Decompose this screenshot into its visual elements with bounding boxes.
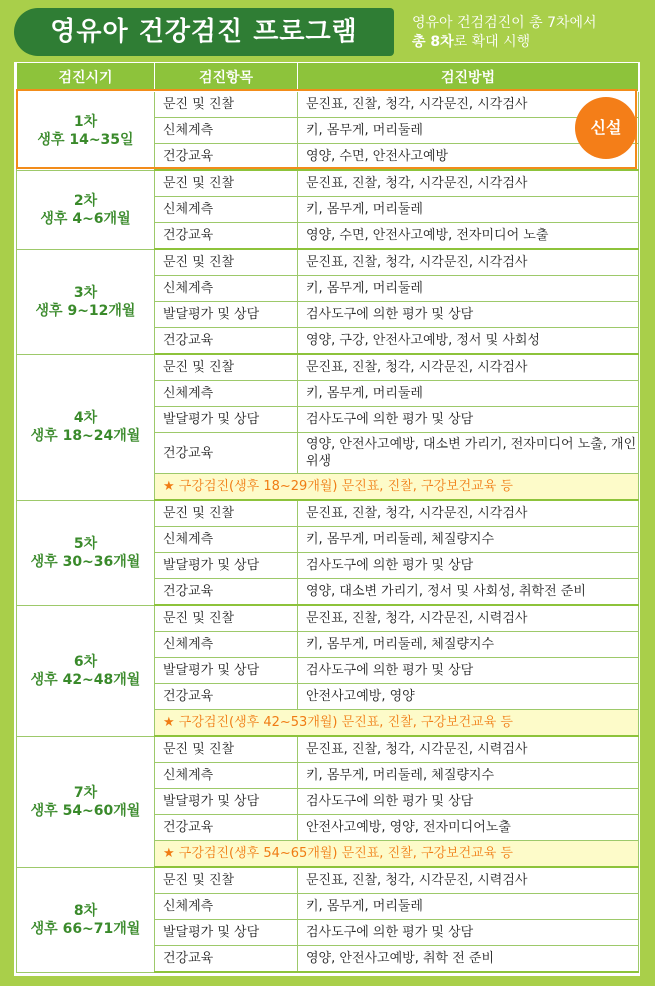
round-cell bbox=[17, 500, 155, 605]
round-label: 8차 bbox=[73, 902, 98, 919]
checkup-method-cell: 문진표, 진찰, 청각, 시각문진, 시력검사 bbox=[298, 867, 639, 894]
checkup-item-cell: 발달평가 및 상담 bbox=[155, 920, 298, 946]
checkup-item-cell: 신체계측 bbox=[155, 763, 298, 789]
checkup-method-cell: 키, 몸무게, 머리둘레 bbox=[298, 381, 639, 407]
round-label: 3차 bbox=[73, 284, 98, 301]
table-row bbox=[17, 736, 639, 763]
checkup-method-cell: 검사도구에 의한 평가 및 상담 bbox=[298, 789, 639, 815]
checkup-method-cell: 키, 몸무게, 머리둘레 bbox=[298, 894, 639, 920]
checkup-item-cell: 문진 및 진찰 bbox=[155, 92, 298, 118]
checkup-method-cell: 검사도구에 의한 평가 및 상담 bbox=[298, 658, 639, 684]
checkup-method-cell: 영양, 수면, 안전사고예방, 전자미디어 노출 bbox=[298, 223, 639, 250]
round-label: 4차 bbox=[73, 410, 98, 426]
checkup-method-cell: 안전사고예방, 영양 bbox=[298, 684, 639, 710]
checkup-method-cell: 문진표, 진찰, 청각, 시각문진, 시력검사 bbox=[298, 605, 639, 632]
checkup-method-cell: 문진표, 진찰, 청각, 시각문진, 시력검사 bbox=[298, 736, 639, 763]
checkup-method-cell: 영양, 수면, 안전사고예방 bbox=[298, 144, 639, 171]
subtitle-line1: 영유아 건검검진이 총 7차에서 bbox=[412, 15, 597, 31]
checkup-item-cell: 신체계측 bbox=[155, 197, 298, 223]
schedule-panel bbox=[14, 62, 640, 976]
table-body bbox=[17, 92, 639, 973]
checkup-method-cell: 검사도구에 의한 평가 및 상담 bbox=[298, 407, 639, 433]
round-cell bbox=[17, 249, 155, 354]
checkup-item-cell: 건강교육 bbox=[155, 223, 298, 250]
round-label: 7차 bbox=[73, 784, 98, 801]
subtitle-strong: 총 8차 bbox=[412, 34, 454, 50]
checkup-item-cell: 발달평가 및 상담 bbox=[155, 658, 298, 684]
checkup-method-cell: 문진표, 진찰, 청각, 시각문진, 시각검사 bbox=[298, 249, 639, 276]
round-label: 5차 bbox=[73, 535, 98, 552]
checkup-method-cell: 키, 몸무게, 머리둘레 bbox=[298, 118, 639, 144]
round-label: 2차 bbox=[73, 192, 98, 209]
checkup-item-cell: 문진 및 진찰 bbox=[155, 605, 298, 632]
checkup-method-cell: 키, 몸무게, 머리둘레 bbox=[298, 197, 639, 223]
checkup-item-cell: 문진 및 진찰 bbox=[155, 170, 298, 197]
checkup-method-cell: 키, 몸무게, 머리둘레, 체질량지수 bbox=[298, 763, 639, 789]
new-badge: 신설 bbox=[575, 97, 637, 159]
checkup-item-cell: 건강교육 bbox=[155, 946, 298, 973]
checkup-method-cell: 검사도구에 의한 평가 및 상담 bbox=[298, 553, 639, 579]
round-cell bbox=[17, 736, 155, 867]
round-cell bbox=[17, 867, 155, 972]
checkup-item-cell: 건강교육 bbox=[155, 684, 298, 710]
checkup-method-cell: 검사도구에 의한 평가 및 상담 bbox=[298, 302, 639, 328]
oral-exam-note: ★ 구강검진(생후 42~53개월) 문진표, 진찰, 구강보건교육 등 bbox=[155, 710, 639, 737]
header bbox=[0, 0, 655, 62]
round-cell bbox=[17, 354, 155, 500]
round-cell bbox=[17, 605, 155, 736]
checkup-item-cell: 문진 및 진찰 bbox=[155, 249, 298, 276]
table-header-row bbox=[17, 63, 639, 92]
checkup-item-cell: 건강교육 bbox=[155, 433, 298, 474]
checkup-method-cell: 키, 몸무게, 머리둘레, 체질량지수 bbox=[298, 527, 639, 553]
checkup-method-cell: 문진표, 진찰, 청각, 시각문진, 시각검사 bbox=[298, 170, 639, 197]
checkup-item-cell: 문진 및 진찰 bbox=[155, 354, 298, 381]
checkup-method-cell: 영양, 안전사고예방, 취학 전 준비 bbox=[298, 946, 639, 973]
checkup-method-cell: 영양, 구강, 안전사고예방, 정서 및 사회성 bbox=[298, 328, 639, 355]
round-label: 6차 bbox=[73, 653, 98, 670]
checkup-method-cell: 키, 몸무게, 머리둘레, 체질량지수 bbox=[298, 632, 639, 658]
checkup-item-cell: 신체계측 bbox=[155, 632, 298, 658]
round-age: 생후 42~48개월 bbox=[30, 671, 141, 688]
subtitle-line2 bbox=[412, 33, 647, 52]
round-age: 생후 18~24개월 bbox=[30, 428, 141, 444]
table-row bbox=[17, 500, 639, 527]
checkup-item-cell: 건강교육 bbox=[155, 144, 298, 171]
table-row bbox=[17, 354, 639, 381]
checkup-method-cell: 영양, 대소변 가리기, 정서 및 사회성, 취학전 준비 bbox=[298, 579, 639, 606]
column-header-method: 검진방법 bbox=[298, 63, 639, 92]
round-cell bbox=[17, 170, 155, 249]
checkup-method-cell: 문진표, 진찰, 청각, 시각문진, 시각검사 bbox=[298, 92, 639, 118]
checkup-item-cell: 발달평가 및 상담 bbox=[155, 302, 298, 328]
table-row bbox=[17, 170, 639, 197]
checkup-item-cell: 신체계측 bbox=[155, 118, 298, 144]
round-age: 생후 4~6개월 bbox=[40, 210, 131, 227]
round-age: 생후 66~71개월 bbox=[30, 920, 141, 937]
checkup-item-cell: 신체계측 bbox=[155, 894, 298, 920]
checkup-item-cell: 신체계측 bbox=[155, 527, 298, 553]
round-age: 생후 54~60개월 bbox=[30, 802, 141, 819]
round-age: 생후 9~12개월 bbox=[35, 302, 136, 319]
checkup-item-cell: 신체계측 bbox=[155, 276, 298, 302]
round-cell bbox=[17, 92, 155, 171]
table-row bbox=[17, 249, 639, 276]
checkup-item-cell: 문진 및 진찰 bbox=[155, 867, 298, 894]
checkup-method-cell: 문진표, 진찰, 청각, 시각문진, 시각검사 bbox=[298, 354, 639, 381]
oral-exam-note: ★ 구강검진(생후 54~65개월) 문진표, 진찰, 구강보건교육 등 bbox=[155, 841, 639, 868]
checkup-item-cell: 발달평가 및 상담 bbox=[155, 553, 298, 579]
checkup-item-cell: 문진 및 진찰 bbox=[155, 500, 298, 527]
column-header-item: 검진항목 bbox=[155, 63, 298, 92]
checkup-item-cell: 발달평가 및 상담 bbox=[155, 407, 298, 433]
checkup-method-cell: 검사도구에 의한 평가 및 상담 bbox=[298, 920, 639, 946]
checkup-method-cell: 안전사고예방, 영양, 전자미디어노출 bbox=[298, 815, 639, 841]
checkup-table bbox=[16, 62, 639, 973]
round-label: 1차 bbox=[73, 113, 98, 130]
table-row bbox=[17, 92, 639, 118]
checkup-item-cell: 건강교육 bbox=[155, 328, 298, 355]
checkup-item-cell: 발달평가 및 상담 bbox=[155, 789, 298, 815]
checkup-item-cell: 문진 및 진찰 bbox=[155, 736, 298, 763]
table-row bbox=[17, 605, 639, 632]
checkup-item-cell: 신체계측 bbox=[155, 381, 298, 407]
checkup-method-cell: 키, 몸무게, 머리둘레 bbox=[298, 276, 639, 302]
subtitle-rest: 로 확대 시행 bbox=[453, 34, 531, 50]
oral-exam-note: ★ 구강검진(생후 18~29개월) 문진표, 진찰, 구강보건교육 등 bbox=[155, 474, 639, 501]
checkup-item-cell: 건강교육 bbox=[155, 579, 298, 606]
round-age: 생후 30~36개월 bbox=[30, 553, 141, 570]
checkup-method-cell: 영양, 안전사고예방, 대소변 가리기, 전자미디어 노출, 개인 위생 bbox=[298, 433, 639, 474]
checkup-method-cell: 문진표, 진찰, 청각, 시각문진, 시각검사 bbox=[298, 500, 639, 527]
column-header-timing: 검진시기 bbox=[17, 63, 155, 92]
round-age: 생후 14~35일 bbox=[37, 131, 134, 148]
checkup-item-cell: 건강교육 bbox=[155, 815, 298, 841]
page-title: 영유아 건강검진 프로그램 bbox=[14, 8, 394, 56]
table-row bbox=[17, 867, 639, 894]
header-subtitle bbox=[412, 14, 647, 52]
